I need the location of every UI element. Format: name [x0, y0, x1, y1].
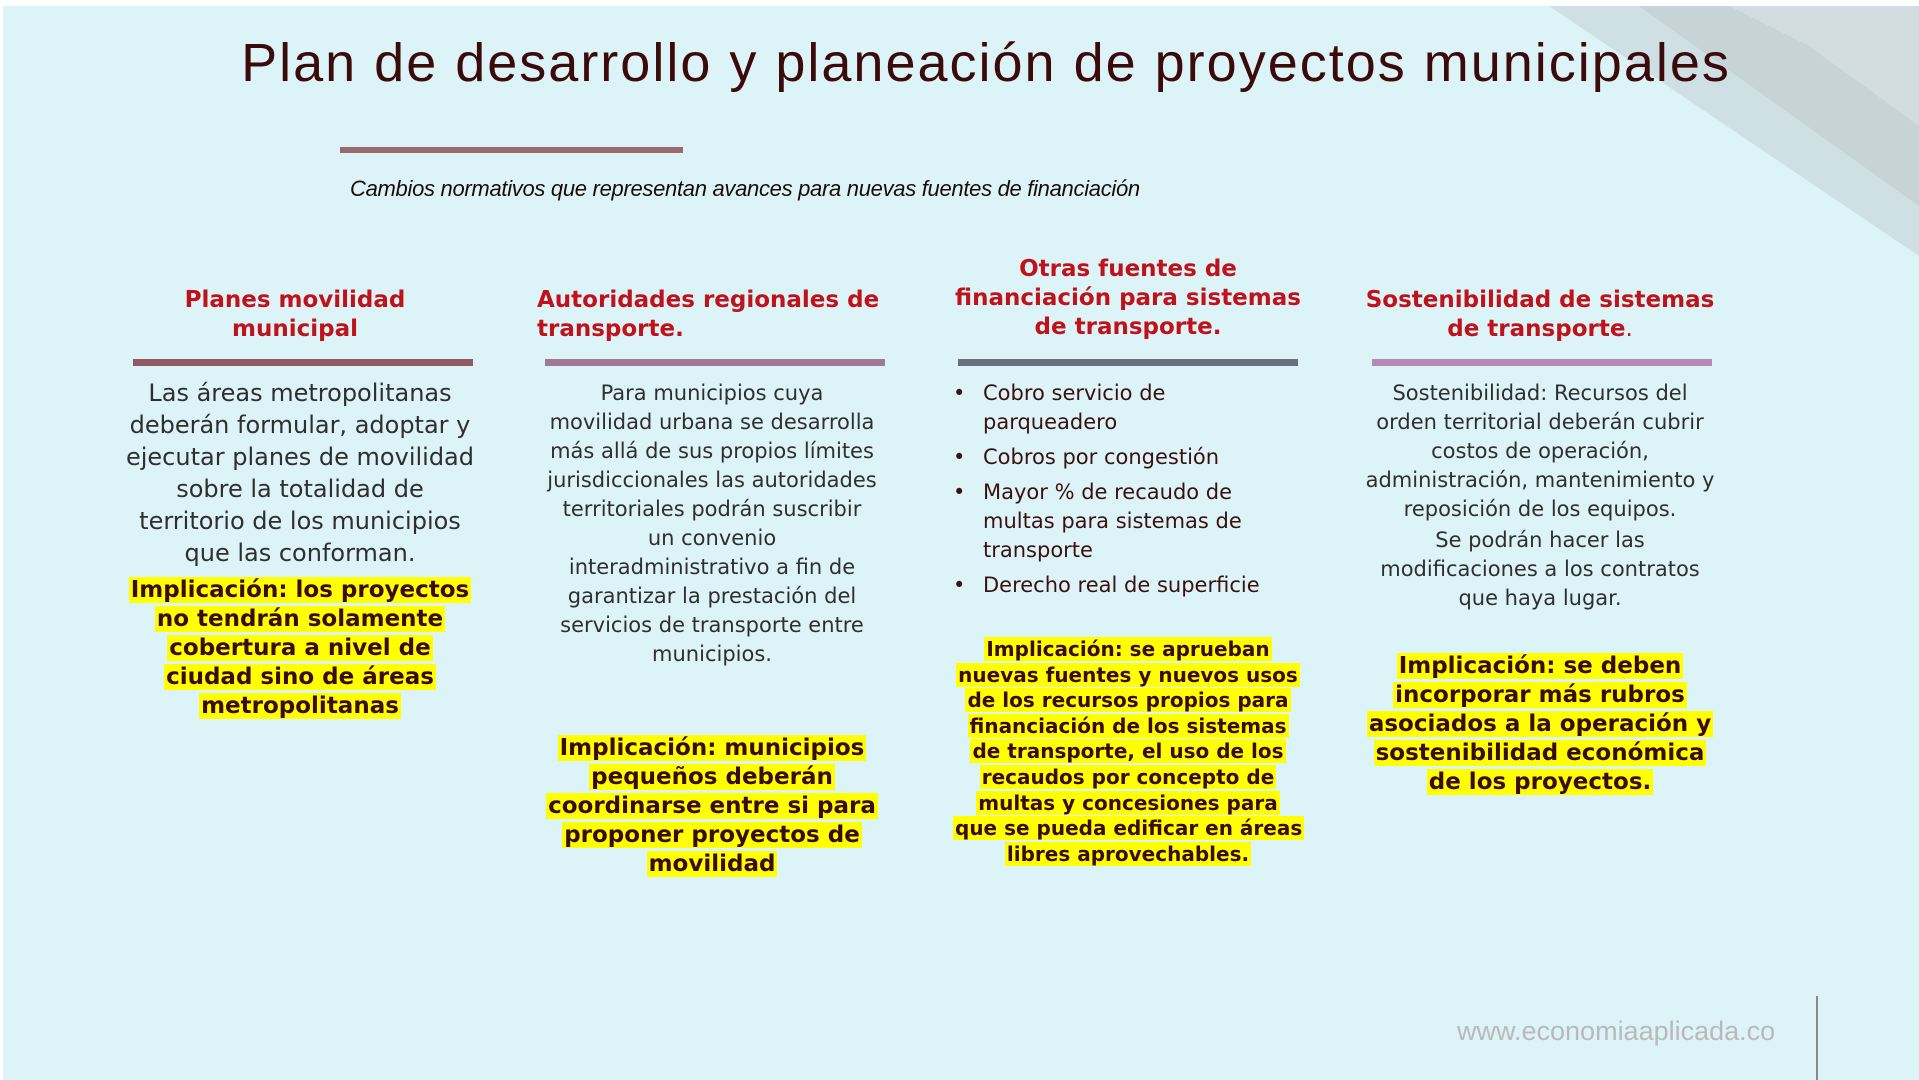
bullet-icon: •: [953, 381, 966, 405]
column-heading-text: Sostenibilidad de sistemas de transporte: [1365, 287, 1715, 342]
bullet-icon: •: [953, 480, 966, 504]
list-item: [953, 443, 1283, 472]
column-divider: [958, 359, 1298, 366]
list-item-text: Derecho real de superficie: [983, 573, 1260, 597]
list-item-text: Mayor % de recaudo de multas para sistemas de transporte: [983, 480, 1242, 562]
implication-highlight: Implicación: los proyectos no tendrán solamente cobertura a nivel de ciudad sino de áreas metropolitanas: [130, 577, 470, 719]
implication-highlight: Implicación: se aprueban nuevas fuentes y nuevos usos de los recursos propios para financiación de los sistemas de transporte, el uso de los recaudos por concepto de multas y concesiones para que se pueda edificar en áreas libres aprovechables.: [955, 637, 1303, 866]
column-body: Sostenibilidad: Recursos del orden territorial deberán cubrir costos de operación, administración, mantenimiento y reposición de los equipos.: [1365, 381, 1715, 521]
column-body: Para municipios cuya movilidad urbana se desarrolla más allá de sus propios límites jurisdiccionales las autoridades territoriales podrán suscribir un convenio interadministrativo a fin de garantizar la prestación del servicios de transporte entre municipios.: [547, 381, 877, 666]
bullet-icon: •: [953, 573, 966, 597]
list-item-text: Cobros por congestión: [983, 445, 1220, 469]
column-implication: [125, 576, 475, 721]
implication-highlight: Implicación: municipios pequeños deberán coordinarse entre si para proponer proyectos de movilidad: [548, 735, 876, 877]
list-item-text: Cobro servicio de parqueadero: [983, 381, 1166, 434]
bullet-list: [953, 379, 1283, 606]
implication-highlight: Implicación: se deben incorporar más rubros asociados a la operación y sostenibilidad económica de los proyectos.: [1368, 653, 1712, 795]
column-heading: [1365, 286, 1715, 344]
footer-divider: [1816, 996, 1818, 1080]
column-heading: Otras fuentes de financiación para sistemas de transporte.: [955, 256, 1301, 340]
column-body: Las áreas metropolitanas deberán formular, adoptar y ejecutar planes de movilidad sobre la totalidad de territorio de los municipios que las conforman.: [125, 379, 474, 567]
footer-link[interactable]: www.economiaaplicada.co: [1457, 1016, 1776, 1046]
column-divider: [545, 359, 885, 366]
bullet-icon: •: [953, 445, 966, 469]
column-body-secondary: Se podrán hacer las modificaciones a los contratos que haya lugar.: [1380, 528, 1700, 610]
column-heading: Planes movilidad municipal: [184, 287, 406, 342]
slide: [3, 6, 1919, 1080]
title-divider: [340, 147, 683, 153]
column-heading: Autoridades regionales de transporte.: [537, 287, 880, 342]
column-implication: [1365, 652, 1715, 797]
column-divider: [133, 359, 473, 366]
list-item: [953, 379, 1283, 437]
column-implication: [537, 734, 887, 879]
column-implication: [953, 637, 1303, 867]
list-item: [953, 571, 1283, 600]
column-divider: [1372, 359, 1712, 366]
column-heading-suffix: .: [1625, 316, 1633, 342]
list-item: [953, 478, 1283, 565]
page-subtitle: Cambios normativos que representan avances para nuevas fuentes de financiación: [350, 176, 1140, 201]
page-title: Plan de desarrollo y planeación de proyectos municipales: [241, 33, 1731, 93]
